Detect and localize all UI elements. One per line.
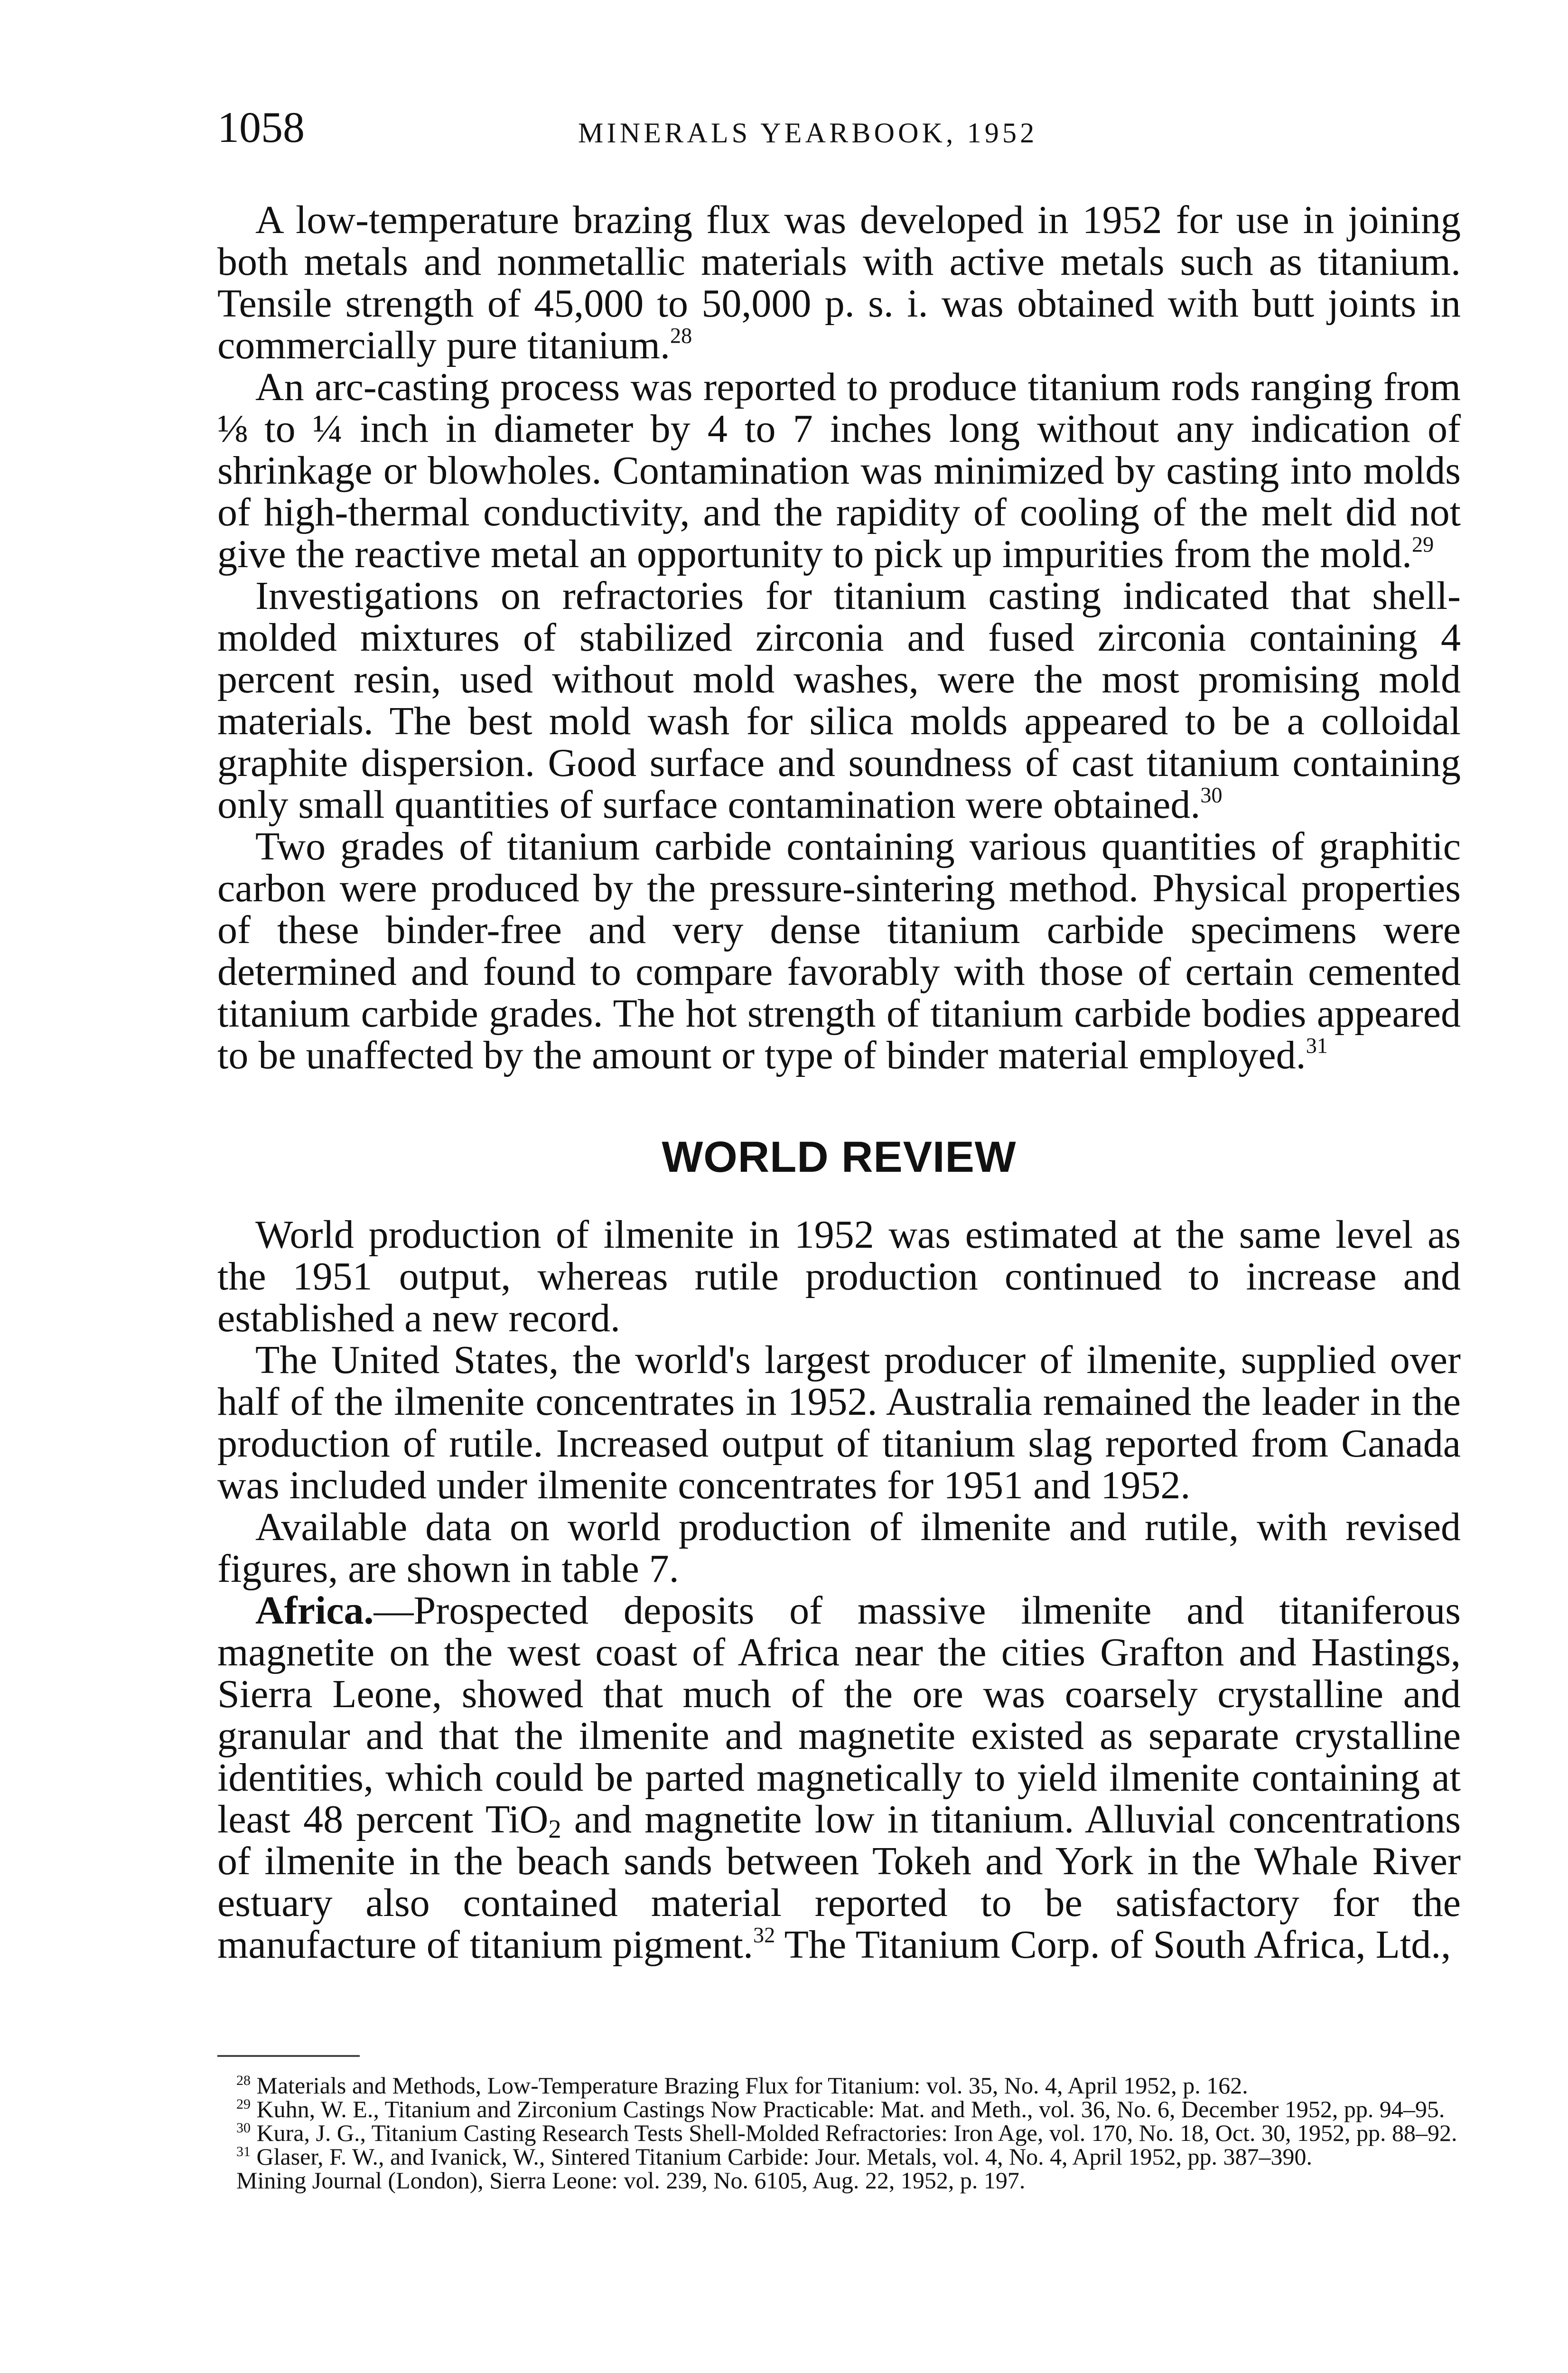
footnote-divider: [217, 2055, 360, 2057]
paragraph-titanium-carbide: [217, 826, 1461, 1076]
region-label: Africa.: [255, 1588, 374, 1633]
paragraph-brazing-flux: [217, 199, 1461, 366]
paragraph-text: —Prospected deposits of massive ilmenite and titaniferous magnetite on the west coast of Africa near the cities Grafton and Hastings, Sierra Leone, showed that much of the ore was coarsely crystalline and granular and that the ilmenite and magnetite existed as separate crystalline identities, which could be parted magnetically to yield ilmenite containing at least 48 percent TiO: [217, 1588, 1461, 1841]
paragraph-text: The United States, the world's largest producer of ilmenite, supplied over half of the ilmenite concentrates in 1952. Australia remained the leader in the production of rutile. Increased output of titanium slag reported from Canada was included under ilmenite concentrates for 1951 and 1952.: [217, 1338, 1461, 1507]
footnote: [217, 2169, 1461, 2192]
paragraph-text: A low-temperature brazing flux was developed in 1952 for use in joining both metals and nonmetallic materials with active metals such as titanium. Tensile strength of 45,000 to 50,000 p. s. i. was obtained with butt joints in commercially pure titanium.: [217, 198, 1461, 367]
footnote-number: 31: [236, 2144, 251, 2159]
paragraph-text: The Titanium Corp. of South Africa, Ltd.,: [775, 1923, 1451, 1967]
footnote-ref: 30: [1200, 783, 1223, 807]
paragraph-text: Available data on world production of ilmenite and rutile, with revised figures, are shown in table 7.: [217, 1505, 1461, 1591]
section-heading-world-review: WORLD REVIEW: [662, 1133, 1017, 1181]
paragraph-refractories: [217, 575, 1461, 826]
paragraph-text: and magnetite low in titanium. Alluvial concentrations of ilmenite in the beach sands between Tokeh and York in the Whale River estuary also contained material reported to be satisfactory for the manufacture of titanium pigment.: [217, 1797, 1461, 1967]
footnotes: [217, 2074, 1461, 2193]
footnote-number: 30: [236, 2120, 251, 2136]
footnote-ref: 29: [1412, 532, 1434, 557]
footnote-number: 29: [236, 2096, 251, 2112]
footnote-ref: 32: [753, 1923, 775, 1947]
page-number: 1058: [217, 103, 305, 151]
chemical-subscript: 2: [548, 1814, 561, 1843]
paragraph-arc-casting: [217, 366, 1461, 575]
paragraph-text: World production of ilmenite in 1952 was estimated at the same level as the 1951 output, whereas rutile production continued to increase and established a new record.: [217, 1213, 1461, 1340]
footnote: [217, 2074, 1461, 2097]
footnote-text: Materials and Methods, Low-Temperature Brazing Flux for Titanium: vol. 35, No. 4, April 1952, p. 162.: [256, 2072, 1248, 2099]
footnote: [217, 2145, 1461, 2168]
footnote-text: Kura, J. G., Titanium Casting Research Tests Shell-Molded Refractories: Iron Age, vol. 170, No. 18, Oct. 30, 1952, pp. 88–92.: [256, 2120, 1457, 2146]
body-text: [217, 199, 1461, 1966]
footnote-text: Kuhn, W. E., Titanium and Zirconium Castings Now Practicable: Mat. and Meth., vol. 36, No. 6, December 1952, pp. 94–95.: [256, 2096, 1445, 2122]
footnote: [217, 2098, 1461, 2121]
footnote-text: Mining Journal (London), Sierra Leone: vol. 239, No. 6105, Aug. 22, 1952, p. 197.: [236, 2167, 1026, 2194]
paragraph-africa: [217, 1590, 1461, 1966]
paragraph-world-production: [217, 1214, 1461, 1339]
paragraph-text: Two grades of titanium carbide containing various quantities of graphitic carbon were produced by the pressure-sintering method. Physical properties of these binder-free and very dense titanium carbide specimens were determined and found to compare favorably with those of certain cemented titanium carbide grades. The hot strength of titanium carbide bodies appeared to be unaffected by the amount or type of binder material employed.: [217, 824, 1461, 1077]
paragraph-text: An arc-casting process was reported to produce titanium rods ranging from ⅛ to ¼ inch in diameter by 4 to 7 inches long without any indication of shrinkage or blowholes. Contamination was minimized by casting into molds of high-thermal conductivity, and the rapidity of cooling of the melt did not give the reactive metal an opportunity to pick up impurities from the mold.: [217, 365, 1461, 576]
running-title: MINERALS YEARBOOK, 1952: [578, 117, 1038, 149]
footnote-text: Glaser, F. W., and Ivanick, W., Sintered Titanium Carbide: Jour. Metals, vol. 4, No. 4, April 1952, pp. 387–390.: [256, 2143, 1312, 2170]
page-header: [217, 105, 1568, 162]
footnote: [217, 2121, 1461, 2144]
footnote-ref: 31: [1306, 1033, 1328, 1058]
footnote-number: 28: [236, 2073, 251, 2088]
paragraph-text: Investigations on refractories for titanium casting indicated that shell-molded mixtures of stabilized zirconia and fused zirconia containing 4 percent resin, used without mold washes, were the most promising mold materials. The best mold wash for silica molds appeared to be a colloidal graphite dispersion. Good surface and soundness of cast titanium containing only small quantities of surface contamination were obtained.: [217, 574, 1461, 827]
paragraph-available-data: [217, 1506, 1461, 1590]
footnote-ref: 28: [670, 323, 692, 348]
paragraph-united-states: [217, 1339, 1461, 1506]
